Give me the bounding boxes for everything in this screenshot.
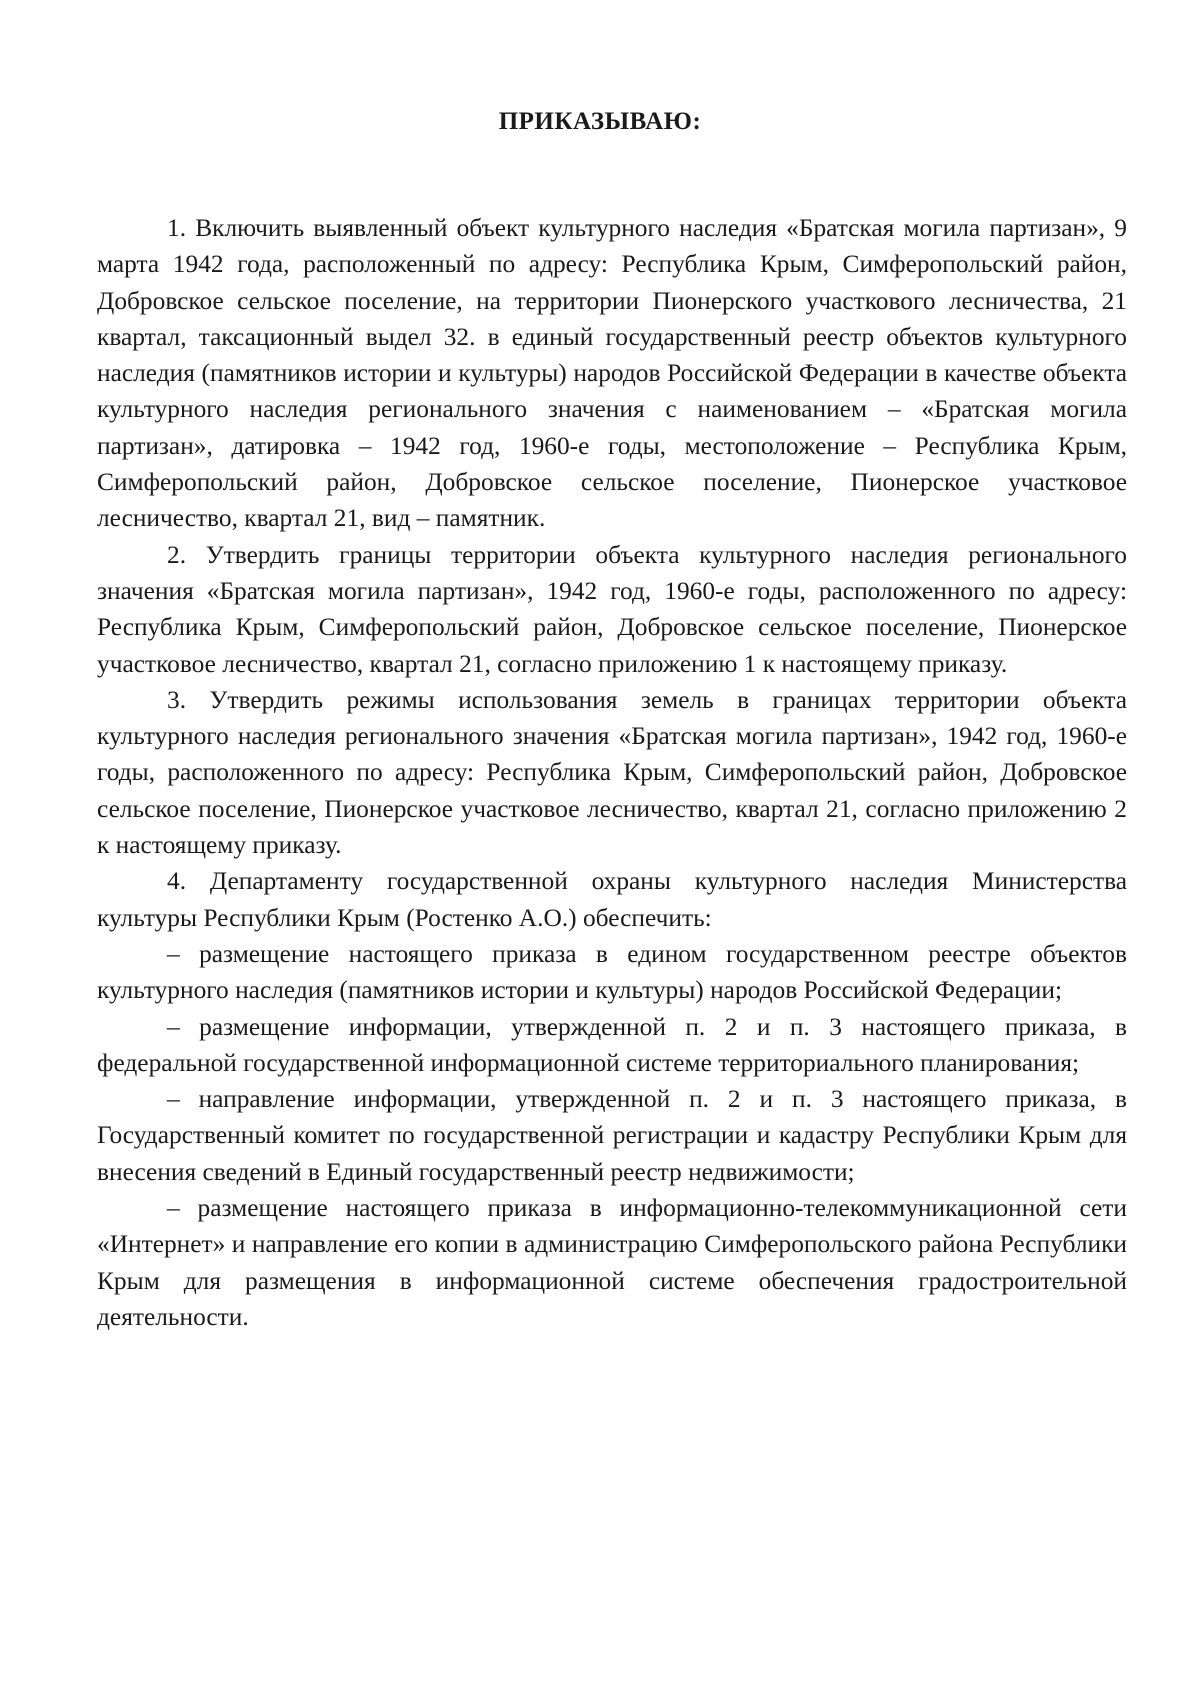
- order-item-2: 2. Утвердить границы территории объекта культурного наследия регионального значения «Братская могила партизан», 1942 год, 1960-е годы, расположенного по адресу: Республика Крым, Симферопольский район, Добровское сельское поселение, Пионерское участковое лесничество, квартал 21, согласно приложению 1 к настоящему приказу.: [97, 540, 1127, 678]
- order-subitem-3: – направление информации, утвержденной п. 2 и п. 3 настоящего приказа, в Государственный комитет по государственной регистрации и кадастру Республики Крым для внесения сведений в Единый государственный реестр недвижимости;: [97, 1085, 1127, 1186]
- order-subitem-4: – размещение настоящего приказа в информационно-телекоммуникационной сети «Интернет» и направление его копии в администрацию Симферопольского района Республики Крым для размещения в информационной системе обеспечения градостроительной деятельности.: [97, 1194, 1127, 1331]
- order-heading: ПРИКАЗЫВАЮ:: [498, 108, 702, 135]
- order-item-3: 3. Утвердить режимы использования земель в границах территории объекта культурного наследия регионального значения «Братская могила партизан», 1942 год, 1960-е годы, расположенного по адресу: Республика Крым, Симферопольский район, Добровское сельское поселение, Пионерское участковое лесничество, квартал 21, согласно приложению 2 к настоящему приказу.: [97, 685, 1127, 860]
- order-body: [97, 210, 1127, 1335]
- order-subitem-1: – размещение настоящего приказа в едином государственном реестре объектов культурного наследия (памятников истории и культуры) народов Российской Федерации;: [97, 939, 1127, 1005]
- order-item-1: 1. Включить выявленный объект культурного наследия «Братская могила партизан», 9 марта 1942 года, расположенный по адресу: Республика Крым, Симферопольский район, Добровское сельское поселение, на территории Пионерского участкового лесничества, 21 квартал, таксационный выдел 32. в единый государственный реестр объектов культурного наследия (памятников истории и культуры) народов Российской Федерации в качестве объекта культурного наследия регионального значения с наименованием – «Братская могила партизан», датировка – 1942 год, 1960-е годы, местоположение – Республика Крым, Симферопольский район, Добровское сельское поселение, Пионерское участковое лесничество, квартал 21, вид – памятник.: [97, 214, 1127, 533]
- order-item-4: 4. Департаменту государственной охраны культурного наследия Министерства культуры Республики Крым (Ростенко А.О.) обеспечить:: [97, 867, 1127, 932]
- order-subitem-2: – размещение информации, утвержденной п. 2 и п. 3 настоящего приказа, в федеральной государственной информационной системе территориального планирования;: [97, 1012, 1127, 1077]
